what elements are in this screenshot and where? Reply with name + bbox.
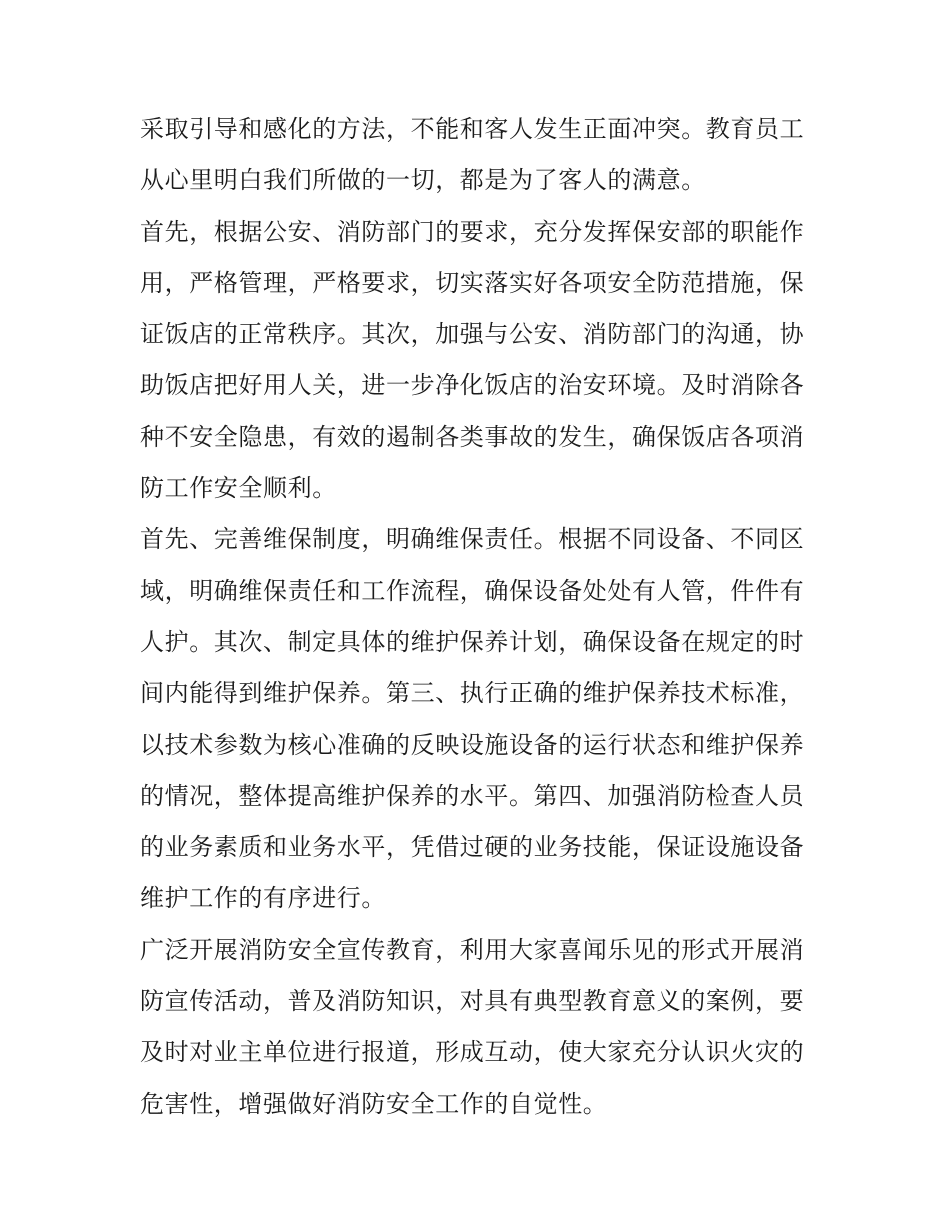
text-line: 种不安全隐患，有效的遏制各类事故的发生，确保饭店各项消 <box>140 422 805 451</box>
text-line: 用，严格管理，严格要求，切实落实好各项安全防范措施，保 <box>140 268 805 297</box>
paragraph-2 <box>140 207 820 515</box>
paragraph-4 <box>140 925 820 1130</box>
text-line: 首先，根据公安、消防部门的要求，充分发挥保安部的职能作 <box>140 217 805 246</box>
text-line: 广泛开展消防安全宣传教育，利用大家喜闻乐见的形式开展消 <box>140 935 805 964</box>
text-line: 的业务素质和业务水平，凭借过硬的业务技能，保证设施设备 <box>140 833 805 862</box>
text-line: 采取引导和感化的方法，不能和客人发生正面冲突。教育员工 <box>140 115 805 143</box>
text-line: 及时对业主单位进行报道，形成互动，使大家充分认识火灾的 <box>140 1038 805 1067</box>
text-line: 防宣传活动，普及消防知识，对具有典型教育意义的案例，要 <box>140 987 805 1016</box>
text-line: 首先、完善维保制度，明确维保责任。根据不同设备、不同区 <box>140 525 805 554</box>
text-line: 以技术参数为核心准确的反映设施设备的运行状态和维护保养 <box>140 730 805 759</box>
text-line: 防工作安全顺利。 <box>140 474 337 503</box>
text-line: 危害性，增强做好消防安全工作的自觉性。 <box>140 1089 608 1118</box>
text-line: 从心里明白我们所做的一切，都是为了客人的满意。 <box>140 166 706 195</box>
text-line: 助饭店把好用人关，进一步净化饭店的治安环境。及时消除各 <box>140 371 805 400</box>
text-line: 人护。其次、制定具体的维护保养计划，确保设备在规定的时 <box>140 627 805 656</box>
text-line: 域，明确维保责任和工作流程，确保设备处处有人管，件件有 <box>140 576 805 605</box>
text-line: 维护工作的有序进行。 <box>140 884 386 913</box>
text-line: 的情况，整体提高维护保养的水平。第四、加强消防检查人员 <box>140 781 805 810</box>
document-body <box>140 104 820 1130</box>
paragraph-1 <box>140 104 820 207</box>
text-line: 证饭店的正常秩序。其次，加强与公安、消防部门的沟通，协 <box>140 320 805 349</box>
text-line: 间内能得到维护保养。第三、执行正确的维护保养技术标准， <box>140 679 805 708</box>
paragraph-3 <box>140 514 820 924</box>
